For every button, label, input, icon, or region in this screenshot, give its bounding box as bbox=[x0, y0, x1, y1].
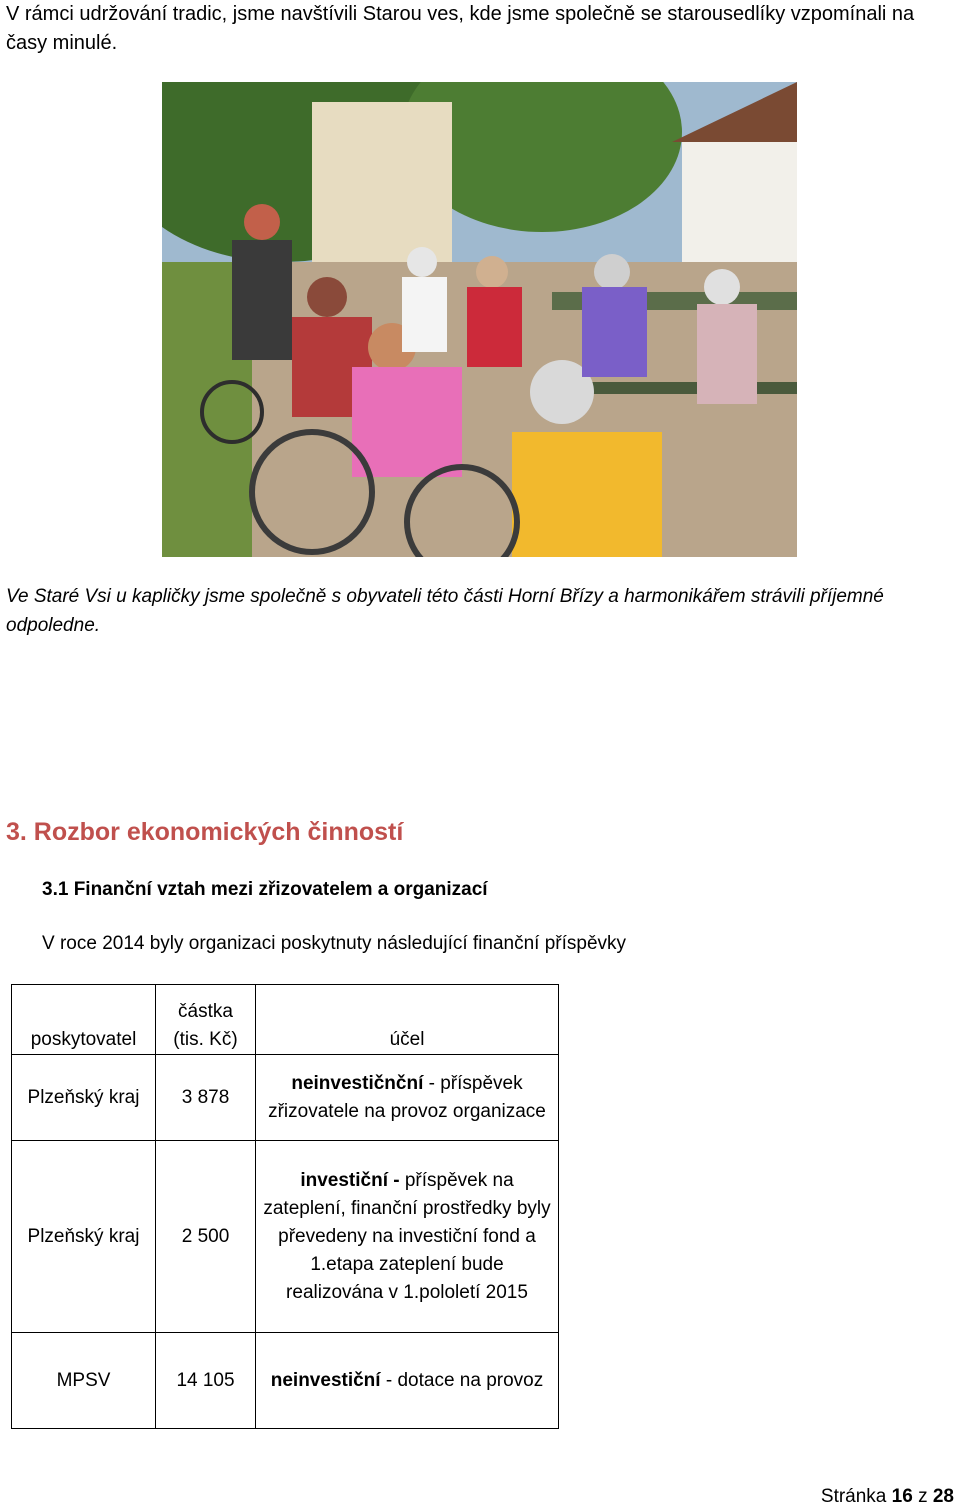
table-header-row bbox=[12, 985, 559, 1055]
page-footer bbox=[821, 1484, 954, 1510]
subsection-heading: 3.1 Finanční vztah mezi zřizovatelem a organizací bbox=[42, 879, 488, 900]
table-row bbox=[12, 1055, 559, 1141]
header-amount: částka (tis. Kč) bbox=[156, 985, 256, 1055]
footer-prefix: Stránka bbox=[820, 1486, 892, 1507]
table-row bbox=[12, 1141, 559, 1333]
cell-purpose: neinvestiční - dotace na provoz bbox=[256, 1333, 559, 1429]
event-photo-illustration bbox=[162, 82, 797, 557]
intro-paragraph: V rámci udržování tradic, jsme navštívili Starou ves, kde jsme společně se starousedlíky vzpomínali na časy minulé. bbox=[6, 3, 915, 54]
cell-provider: MPSV bbox=[12, 1333, 156, 1429]
cell-amount: 3 878 bbox=[156, 1055, 256, 1141]
event-photo bbox=[162, 82, 797, 557]
section-paragraph: V roce 2014 byly organizaci poskytnuty následující finanční příspěvky bbox=[42, 933, 627, 954]
header-provider: poskytovatel bbox=[12, 985, 156, 1055]
section-heading: 3. Rozbor ekonomických činností bbox=[6, 818, 404, 846]
photo-caption: Ve Staré Vsi u kapličky jsme společně s obyvateli této části Horní Břízy a harmonikářem strávili příjemné odpoledne. bbox=[6, 586, 884, 636]
footer-middle: z bbox=[912, 1486, 933, 1507]
footer-page-total: 28 bbox=[932, 1486, 954, 1507]
cell-amount: 2 500 bbox=[156, 1141, 256, 1333]
footer-page-number: 16 bbox=[891, 1486, 913, 1507]
table-row bbox=[12, 1333, 559, 1429]
cell-amount: 14 105 bbox=[156, 1333, 256, 1429]
financial-contributions-table bbox=[11, 984, 559, 1429]
cell-purpose: investiční - příspěvek na zateplení, finanční prostředky byly převedeny na investiční fond a 1.etapa zateplení bude realizována v 1.pololetí 2015 bbox=[256, 1141, 559, 1333]
cell-purpose: neinvestičnční - příspěvek zřizovatele na provoz organizace bbox=[256, 1055, 559, 1141]
cell-provider: Plzeňský kraj bbox=[12, 1141, 156, 1333]
header-purpose: účel bbox=[256, 985, 559, 1055]
cell-provider: Plzeňský kraj bbox=[12, 1055, 156, 1141]
